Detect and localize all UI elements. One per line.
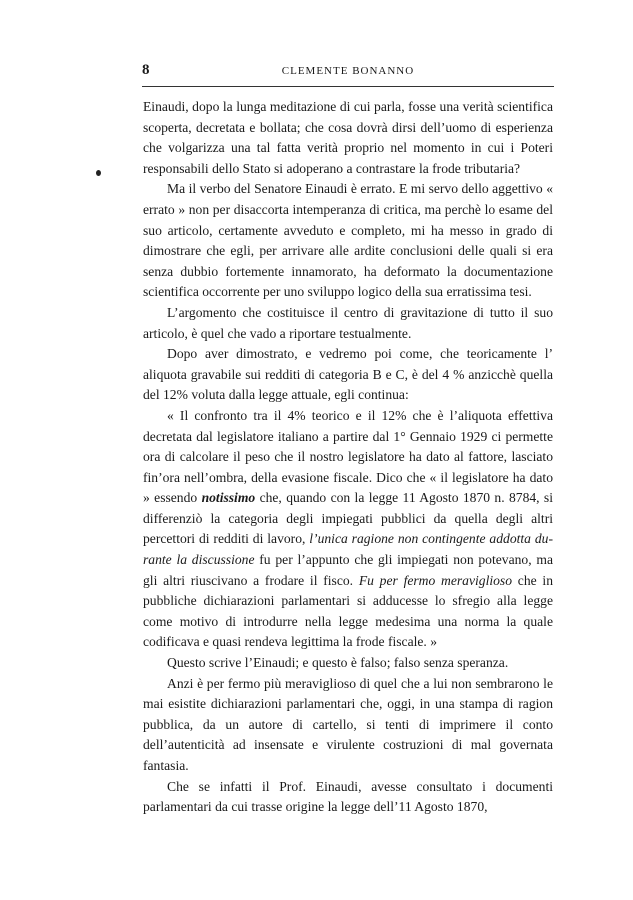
page-header <box>142 62 554 87</box>
paragraph: Che se infatti il Prof. Einaudi, avesse consultato i documenti parlamentari da cui trasse origine la legge dell’11 Agosto 1870, <box>143 778 553 815</box>
quote-emphasis: notissimo <box>201 490 256 506</box>
page-number: 8 <box>142 62 150 78</box>
quote-text: che, quando con la legge 11 Agosto 1870 n. 8784, si differenziò la categoria degli impiegati pubblici da quella degli altri percettori di redditi di lavoro, <box>143 490 553 547</box>
quote-text: « Il confronto tra il 4% teorico e il 12% che è l’aliquota effettiva decretata dal legislatore italiano a partire dal 1° Gennaio 1929 ci permette ora di calcolare il peso che il nostro legislatore ha dato al fattore, lasciato fin’ora nell’ombra, della evasione fiscale. Dico che « il legislatore ha dato » essendo <box>143 407 553 506</box>
paragraph: Ma il verbo del Senatore Einaudi è errato. E mi servo dello aggettivo « errato » non per disaccorta intemperanza di critica, ma perchè lo esame del suo articolo, certamente avveduto e completo, mi ha messo in grado di dimostrare che egli, per arrivare alle ardite conclusioni delle quali si era senza dubbio fortemente innamorato, ha deformato la documentazione scientifica occorrente per uno sviluppo logico della sua erratissima tesi. <box>143 181 553 300</box>
quote-emphasis: l’unica ragione non contingente addotta durante la discussione <box>143 531 553 568</box>
paragraph: Einaudi, dopo la lunga meditazione di cui parla, fosse una verità scientifica scoperta, decretata e bollata; che cosa dovrà dirsi dell’uomo di esperienza che volgarizza una tal fatta verità proprio nel momento in cui i Poteri responsabili dello Stato si adoperano a contrastare la frode tributaria? <box>143 99 553 176</box>
margin-dot <box>96 170 101 176</box>
block-quote <box>143 406 553 653</box>
paragraph: L’argomento che costituisce il centro di gravitazione di tutto il suo articolo, è quel che vado a riportare testualmente. <box>143 304 553 341</box>
quote-emphasis: Fu per fermo meraviglioso <box>358 572 513 588</box>
running-head: CLEMENTE BONANNO <box>281 65 415 77</box>
paragraph: Dopo aver dimostrato, e vedremo poi come, che teoricamente l’ aliquota gravabile sui redditi di categoria B e C, è del 4 % anzicchè quella del 12% voluta dalla legge attuale, egli continua: <box>143 346 553 403</box>
quote-text: che in pubbliche dichiarazioni parlamentari si adducesse lo sfregio alla legge come motivo di introdurre nella legge medesima una norma la quale codificava e quasi rendeva legittima la frode fiscale. » <box>143 572 553 650</box>
paragraph: Questo scrive l’Einaudi; e questo è falso; falso senza speranza. <box>167 655 509 671</box>
quote-text: fu per l’appunto che gli impiegati non potevano, ma gli altri riuscivano a frodare il fisco. <box>143 552 553 588</box>
paragraph: Anzi è per fermo più meraviglioso di quel che a lui non sembrarono le mai esistite dichiarazioni parlamentari che, oggi, in una stampa di ragion pubblica, da un autore di cartello, si tenti di imprimere il conto dell’autenticità ad insensate e virulente costruzioni di mal governata fantasia. <box>143 675 553 773</box>
body-text <box>143 97 553 818</box>
